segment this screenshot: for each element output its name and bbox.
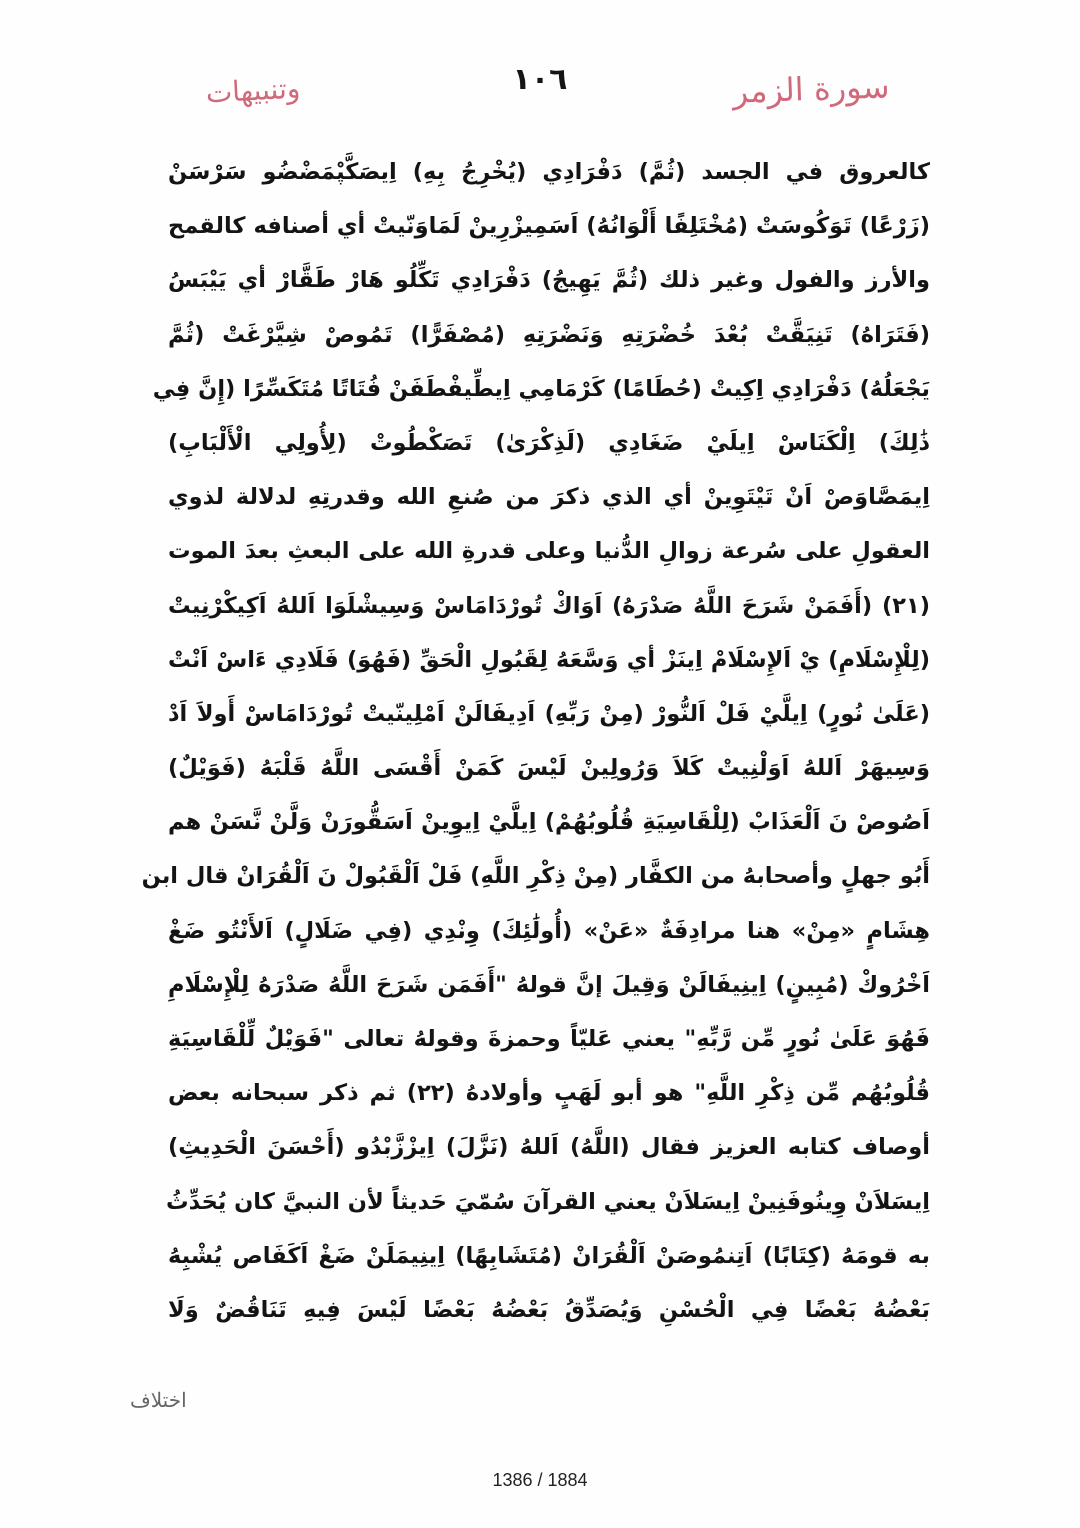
text-line: أَبُو جهلٍ وأصحابهُ من الكفَّار (مِنْ ذِكْرِ اللَّهِ) فَلْ اَلْقَبُولْ نَ اَلْقُرَانْ قال ابن — [141, 863, 930, 890]
text-line: قُلُوبُهُم مِّن ذِكْرِ اللَّهِ" هو أبو لَهَبٍ وأولادهُ (٢٢) ثم ذكر سبحانه بعض — [168, 1080, 930, 1107]
text-line: (٢١) (أَفَمَنْ شَرَحَ اللَّهُ صَدْرَهُ) اَوَاكْ تُورْدَامَاسْ وَسِيشْلَوَا اَللهُ اَكِيكْرْنِيتْ — [168, 592, 930, 619]
section-note: وتنبيهات — [204, 71, 302, 110]
text-line: اَخْرُوكْ (مُبِينٍ) اِينِيفَالَنْ وَقِيلَ إنَّ قولهُ "أَفَمَن شَرَحَ اللَّهُ صَدْرَهُ لِلْإِسْلَامِ — [168, 971, 930, 998]
text-line: العقولِ على سُرعة زوالِ الدُّنيا وعلى قدرةِ الله على البعثِ بعدَ الموت — [168, 538, 930, 565]
margin-note: اختلاف — [130, 1388, 187, 1412]
text-line: به قومَهُ (كِتَابًا) اَتِنمُوصَنْ اَلْقُرَانْ (مُتَشَابِهًا) اِينِيمَلَنْ ضَغْ اَكَفَاص يُشْبِهُ — [168, 1242, 930, 1269]
text-line: (فَتَرَاهُ) تَنِيَقَّتْ بُعْدَ خُضْرَتِهِ وَنَضْرَتِهِ (مُصْفَرًّا) تَمُوصْ شِيَّرْغَتْ (ثُمَّ — [168, 321, 930, 348]
pagination-indicator: 1386 / 1884 — [492, 1470, 588, 1490]
body-text — [141, 150, 930, 1342]
text-line: اِيسَلاَنْ وِينُوفَنِينْ اِيسَلاَنْ يعني القرآنَ سُمّيَ حَديثاً لأن النبيَّ كان يُحَدِّثُ — [166, 1188, 930, 1215]
text-line: وَسِيهَرْ اَللهُ اَوَلْنِيتْ كَلاَ وَرُولِينْ لَيْسَ كَمَنْ أَقْسَى اللَّهُ قَلْبَهُ (فَوَيْلٌ) — [168, 755, 930, 782]
text-line: (عَلَىٰ نُورٍ) اِيلَّيْ فَلْ اَلنُّورْ (مِنْ رَبِّهِ) اَدِيفَالَنْ اَمْلِينّيتْ تُورْدَامَاسْ أَولاَ اَدْ — [168, 700, 930, 727]
text-line: بَعْضُهُ بَعْضًا فِي الْحُسْنِ وَيُصَدِّقُ بَعْضُهُ بَعْضًا لَيْسَ فِيهِ تَنَاقُضٌ وَلَا — [168, 1296, 930, 1323]
page-number: ١٠٦ — [512, 62, 568, 97]
text-line: اَصُوصْ نَ اَلْعَذَابْ (لِلْقَاسِيَةِ قُلُوبُهُمْ) اِيلَّيْ اِيوِينْ اَسَقُّورَنْ وَلَّنْ نَّسَنْ هم — [168, 809, 930, 836]
text-line: يَجْعَلُهُ) دَفْرَادِي اِكِيتْ (حُطَامًا) كَرْمَامِي اِيطِّيفْطَفَنْ فُتَاتًا مُتَكَسِّرًا (إِنَّ فِي — [152, 375, 930, 402]
text-line: (لِلْإِسْلَامِ) يْ اَلإِسْلَامْ اِينَزْ أي وَسَّعَهُ لِقَبُولِ الْحَقِّ (فَهُوَ) فَلَادِي ءَاسْ اَنْتْ — [168, 646, 930, 673]
text-line: هِشَامٍ «مِنْ» هنا مرادِفَةٌ «عَنْ» (أُولَٰئِكَ) وِنْدِي (فِي ضَلَالٍ) اَلأَنْتُو ضَغْ — [168, 917, 930, 944]
text-line: والأرز والفول وغير ذلك (ثُمَّ يَهِيجُ) دَفْرَادِي تَكِّلُو هَارْ طَقَّارْ أي يَيْبَسُ — [168, 267, 930, 294]
surah-title: سورة الزمر — [731, 67, 891, 111]
text-line: اِيمَصَّاوَصْ اَنْ تَيْتَوِينْ أي الذي ذكرَ من صُنعِ الله وقدرتِهِ لدلالة لذوي — [168, 484, 930, 511]
text-line: كالعروق في الجسد (ثُمَّ) دَفْرَادِي (يُخْرِجُ بِهِ) اِيصَكَّپْمَضْضُو سَرْسَنْ — [168, 159, 930, 185]
text-line: (زَرْعًا) تَوَكُوسَتْ (مُخْتَلِفًا أَلْوَانُهُ) اَسَمِيزْرِينْ لَمَاوَنّيتْ أي أصنافه كالقمح — [168, 213, 930, 240]
text-line: فَهُوَ عَلَىٰ نُورٍ مِّن رَّبِّهِ" يعني عَليّاً وحمزةَ وقولهُ تعالى "فَوَيْلٌ لِّلْقَاسِيَةِ — [168, 1026, 930, 1052]
text-line: أوصاف كتابه العزيز فقال (اللَّهُ) اَللهُ (نَزَّلَ) اِيزْزَّبْدُو (أَحْسَنَ الْحَدِيثِ) — [168, 1134, 930, 1161]
text-line: ذَٰلِكَ) اِلْكَنَاسْ اِيلَيْ ضَغَادِي (لَذِكْرَىٰ) تَصَكْطُوتْ (لِأُولِي الْأَلْبَابِ) — [168, 429, 930, 456]
